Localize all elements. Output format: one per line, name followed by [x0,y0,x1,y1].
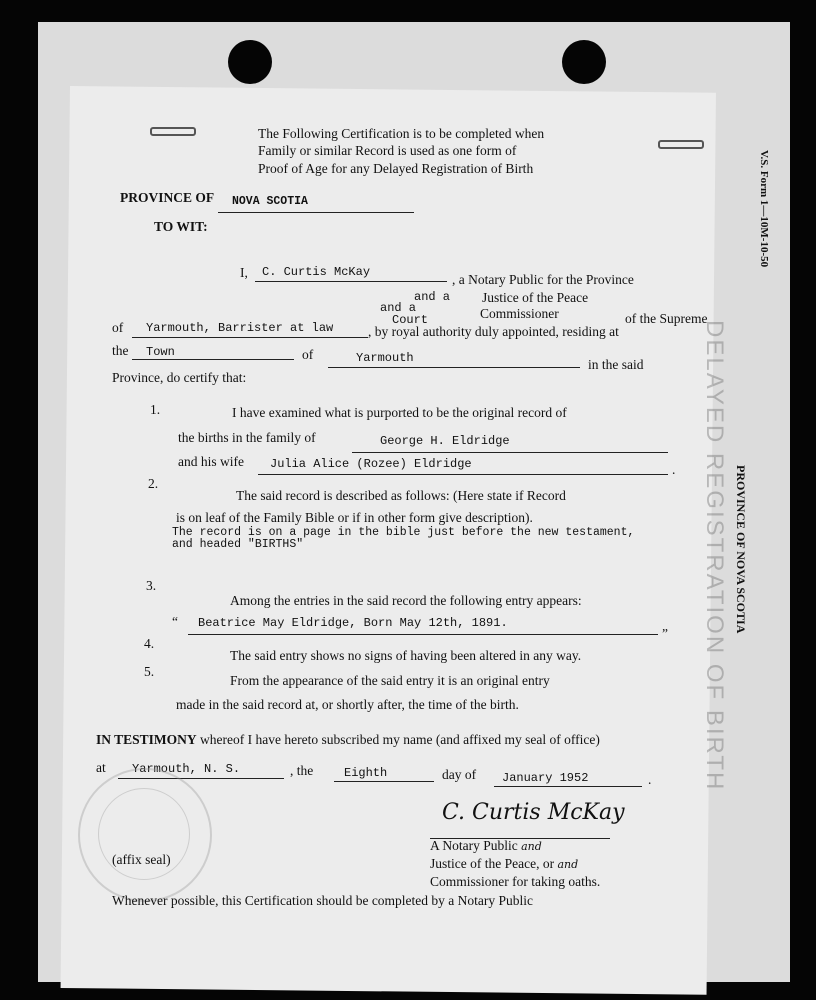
in-the-said: in the said [588,357,644,372]
testimony-lead: IN TESTIMONY [96,732,197,747]
footer-note: Whenever possible, this Certification should be completed by a Notary Public [112,893,534,908]
affix-seal-label: (affix seal) [112,852,171,867]
item-1-period: . [672,462,676,477]
header-line-1: The Following Certification is to be completed when [258,126,545,141]
faint-back-title: DELAYED REGISTRATION OF BIRTH [701,320,728,792]
certifier-role-4: of the Supreme [625,311,708,326]
signature: C. Curtis McKay [442,800,625,825]
justice-and-handwritten: and [557,858,579,871]
item-1-number: 1. [150,402,161,417]
mother-name: Julia Alice (Rozee) Eldridge [270,457,472,471]
item-2-line-1: The said record is described as follows: (Here state if Record [236,488,566,503]
entry-close-quote: ” [662,626,668,641]
item-4-text: The said entry shows no signs of having been altered in any way. [230,648,582,663]
record-description-1: The record is on a page in the bible just before the new testament, [172,526,635,539]
testimony-period: . [648,772,652,787]
the-label: the [112,343,129,358]
item-3-number: 3. [146,578,157,593]
certifier-role-2: Justice of the Peace [482,290,589,305]
court-word: Court [392,313,429,327]
testimony-month-year: January 1952 [502,771,589,785]
father-name: George H. Eldridge [380,434,510,448]
certifier-name: C. Curtis McKay [262,265,371,279]
entry-open-quote: “ [172,614,178,629]
punch-hole-right [562,40,606,84]
item-1-line-3: and his wife [178,454,244,469]
of-value-line [132,337,368,338]
certifier-role-3: Commissioner [480,306,559,321]
item-5-number: 5. [144,664,155,679]
notary-and-handwritten: and [521,840,542,853]
at-label: at [96,760,106,775]
staple-right [658,140,704,149]
town-name: Yarmouth [356,351,414,365]
notary-title: A Notary Public [430,838,518,853]
birth-entry: Beatrice May Eldridge, Born May 12th, 1891. [198,616,508,630]
certifier-role-1: , a Notary Public for the Province [452,272,634,287]
header-line-3: Proof of Age for any Delayed Registration of Birth [258,161,534,176]
province-line [218,212,414,213]
notary-line [430,838,542,854]
the-label-2: , the [290,763,314,778]
to-wit: TO WIT: [154,219,208,234]
day-line [334,781,434,782]
item-3-line-1: Among the entries in the said record the following entry appears: [230,593,582,608]
certifier-name-line [255,281,447,282]
birth-entry-line [188,634,658,635]
testimony-day: Eighth [344,766,388,780]
certifier-prefix: I, [240,265,248,280]
and-a-2: and a [380,301,417,315]
justice-title: Justice of the Peace, or [430,856,555,871]
embossed-seal [78,768,212,902]
town-type-line [132,359,294,360]
item-5-line-2: made in the said record at, or shortly after, the time of the birth. [176,697,519,712]
of-label: of [112,320,124,335]
form-number: V.S. Form 1—10M-10-50 [758,150,770,268]
record-description-2: and headed "BIRTHS" [172,538,304,551]
punch-hole-left [228,40,272,84]
appointed-text: , by royal authority duly appointed, residing at [368,324,619,339]
header-line-2: Family or similar Record is used as one form of [258,143,517,158]
item-2-number: 2. [148,476,159,491]
province-label: PROVINCE OF [120,190,215,205]
province-certify: Province, do certify that: [112,370,247,385]
testimony-place: Yarmouth, N. S. [132,762,241,776]
mother-line [258,474,668,475]
month-year-line [494,786,642,787]
commissioner-title: Commissioner for taking oaths. [430,874,601,889]
side-province-label: PROVINCE OF NOVA SCOTIA [734,465,748,634]
of-label-2: of [302,347,314,362]
item-5-line-1: From the appearance of the said entry it is an original entry [230,673,550,688]
justice-line [430,856,578,872]
town-name-line [328,367,580,368]
province-value: NOVA SCOTIA [232,195,308,208]
item-2-line-2: is on leaf of the Family Bible or if in other form give description). [176,510,533,525]
item-1-line-1: I have examined what is purported to be the original record of [232,405,567,420]
item-1-line-2: the births in the family of [178,430,316,445]
day-of: day of [442,767,477,782]
staple-left [150,127,196,136]
testimony-rest: whereof I have hereto subscribed my name (and affixed my seal of office) [196,732,600,747]
town-type: Town [146,345,175,359]
item-4-number: 4. [144,636,155,651]
and-a-1: and a [414,290,451,304]
testimony-line [96,732,600,748]
father-line [352,452,668,453]
of-value: Yarmouth, Barrister at law [146,321,334,335]
